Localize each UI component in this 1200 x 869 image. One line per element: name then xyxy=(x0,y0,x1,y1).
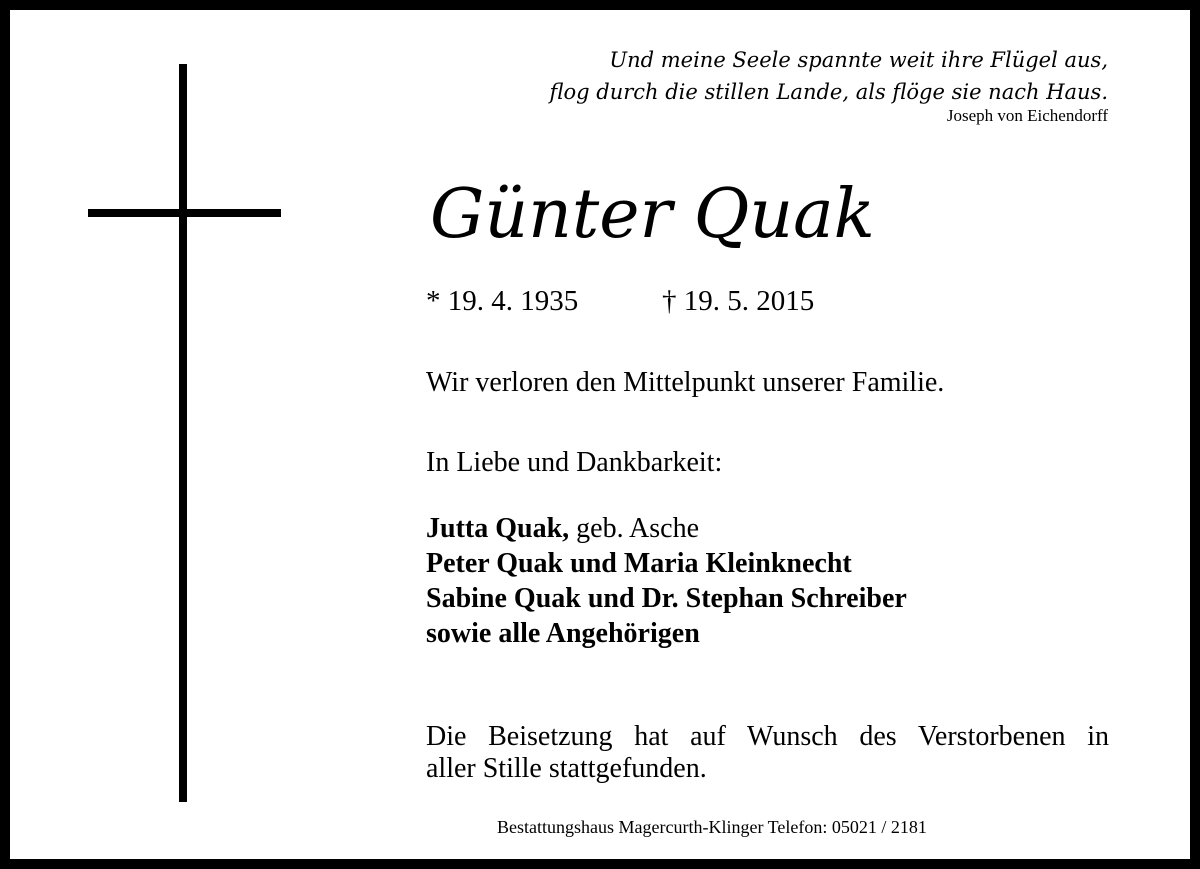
funeral-home-contact: Bestattungshaus Magercurth-Klinger Telefon: 05021 / 2181 xyxy=(497,817,927,837)
burial-line-2: aller Stille stattgefunden. xyxy=(426,753,707,784)
quote-line-2: flog durch die stillen Lande, als flöge sie nach Haus. xyxy=(549,80,1108,104)
life-dates xyxy=(426,285,815,318)
burial-line-1: Die Beisetzung hat auf Wunsch des Verstorbenen in xyxy=(426,721,1109,752)
mourner-row: Sabine Quak und Dr. Stephan Schreiber xyxy=(426,583,907,614)
mourner-row: sowie alle Angehörigen xyxy=(426,618,700,649)
mourner-name: Jutta Quak, xyxy=(426,513,570,544)
gratitude-line: In Liebe und Dankbarkeit: xyxy=(426,447,723,478)
quote-line-1: Und meine Seele spannte weit ihre Flügel aus, xyxy=(609,48,1108,72)
cross-icon-vertical-bar xyxy=(179,64,187,802)
quote-author: Joseph von Eichendorff xyxy=(946,106,1108,125)
cross-icon-horizontal-bar xyxy=(88,209,281,217)
mourner-maiden-name: geb. Asche xyxy=(569,513,700,544)
mourner-row xyxy=(426,511,907,546)
mourner-row: Peter Quak und Maria Kleinknecht xyxy=(426,548,852,579)
birth-date: * 19. 4. 1935 xyxy=(426,285,579,317)
epigraph-quote xyxy=(550,44,1109,108)
loss-statement: Wir verloren den Mittelpunkt unserer Familie. xyxy=(426,367,945,398)
deceased-name: Günter Quak xyxy=(430,175,875,254)
death-date: † 19. 5. 2015 xyxy=(662,285,815,317)
burial-notice xyxy=(426,721,1109,785)
mourners-list xyxy=(426,511,907,651)
